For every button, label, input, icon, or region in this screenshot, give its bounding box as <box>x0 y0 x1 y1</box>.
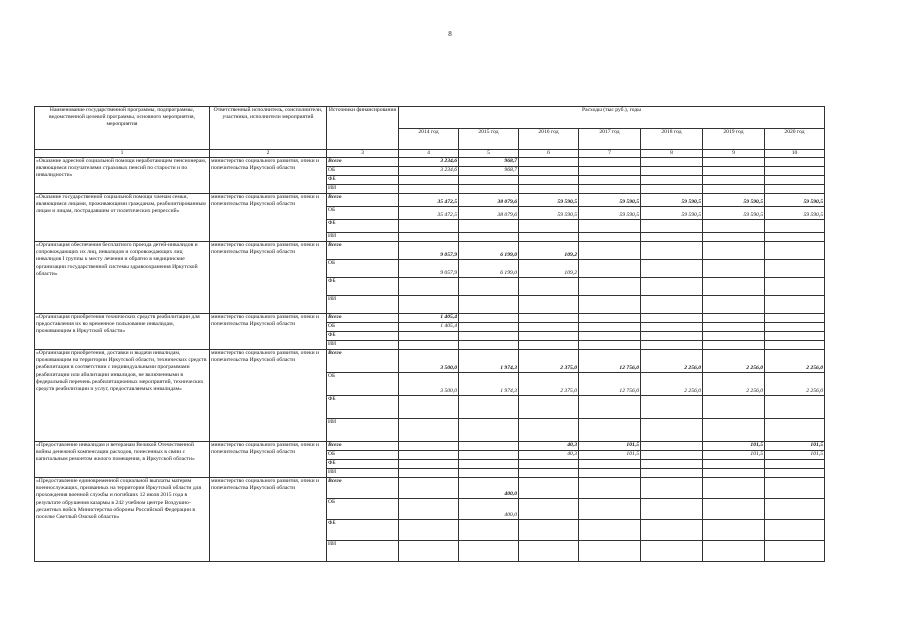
table-row <box>35 242 825 260</box>
expense-cell: 59 590,5 <box>765 207 825 220</box>
funding-source: ОБ <box>327 373 399 396</box>
measure-executor: министерство социального развития, опеки и попечительства Иркутской области <box>210 478 327 562</box>
expense-cell <box>641 541 703 562</box>
expense-cell <box>519 460 579 469</box>
expense-cell <box>519 469 579 478</box>
expense-cell <box>399 176 459 185</box>
expense-cell <box>579 323 641 332</box>
funding-source: Всего <box>327 442 399 451</box>
expense-cell <box>765 278 825 296</box>
table-row <box>35 314 825 323</box>
expense-cell <box>399 233 459 242</box>
expense-cell <box>579 296 641 314</box>
expense-cell <box>641 469 703 478</box>
expense-cell <box>399 332 459 341</box>
expense-cell: 101,5 <box>765 451 825 460</box>
expense-cell <box>519 323 579 332</box>
funding-source: ИИ <box>327 419 399 442</box>
funding-source: ОБ <box>327 260 399 278</box>
measure-executor: министерство социального развития, опеки и попечительства Иркутской области <box>210 314 327 350</box>
expense-cell <box>765 541 825 562</box>
header-name: Наименование государственной программы, подпрограммы, ведомственной целевой программы, основного мероприятия, мероприятия <box>35 107 210 150</box>
expense-cell <box>519 158 579 167</box>
expense-cell <box>641 314 703 323</box>
expense-cell <box>519 499 579 520</box>
funding-source: ОБ <box>327 323 399 332</box>
funding-source: ИИ <box>327 341 399 350</box>
measure-executor: министерство социального развития, опеки и попечительства Иркутской области <box>210 158 327 194</box>
expense-cell <box>579 478 641 499</box>
expense-cell <box>399 341 459 350</box>
expense-cell <box>641 460 703 469</box>
expense-cell <box>641 396 703 419</box>
expense-cell: 400,0 <box>459 499 519 520</box>
expense-cell: 1 974,3 <box>459 350 519 373</box>
expense-cell: 2 256,0 <box>641 350 703 373</box>
expense-cell: 6 199,0 <box>459 242 519 260</box>
expense-cell <box>703 323 765 332</box>
expense-cell: 59 590,5 <box>703 207 765 220</box>
expense-cell <box>399 520 459 541</box>
expense-cell <box>765 242 825 260</box>
measure-executor: министерство социального развития, опеки и попечительства Иркутской области <box>210 242 327 314</box>
expense-cell: 59 590,5 <box>519 207 579 220</box>
expense-cell: 2 375,0 <box>519 373 579 396</box>
expense-cell <box>579 278 641 296</box>
funding-source: Всего <box>327 314 399 323</box>
expense-cell: 59 590,5 <box>579 194 641 207</box>
expense-cell: 2 375,0 <box>519 350 579 373</box>
expense-cell <box>765 520 825 541</box>
expense-cell: 40,3 <box>519 442 579 451</box>
column-index: 3 <box>327 150 399 158</box>
measure-executor: министерство социального развития, опеки и попечительства Иркутской области <box>210 350 327 442</box>
page-number: 8 <box>448 30 452 38</box>
header-year: 2017 год <box>579 129 641 150</box>
expense-cell <box>519 541 579 562</box>
funding-source: ФБ <box>327 220 399 233</box>
expense-cell: 38 079,6 <box>459 194 519 207</box>
expense-cell: 109,2 <box>519 260 579 278</box>
expense-cell <box>459 396 519 419</box>
header-source: Источники финансирования <box>327 107 399 150</box>
measure-name: «Предоставление единовременной социальной выплаты матерям военнослужащих, призванных на территории Иркутской области для прохождения военной службы и погибших 12 июля 2015 года в результате обрушения казармы в 242 учебном центре Воздушно-десантных войск Министерства обороны Российской Федерации в поселке Светлый Омской области» <box>35 478 210 562</box>
expense-cell <box>765 220 825 233</box>
expense-cell <box>703 233 765 242</box>
column-index: 4 <box>399 150 459 158</box>
expense-cell: 59 590,5 <box>579 207 641 220</box>
table-row <box>35 194 825 207</box>
expense-cell <box>459 419 519 442</box>
expense-cell <box>579 520 641 541</box>
expense-cell <box>641 520 703 541</box>
expense-cell <box>399 541 459 562</box>
expense-cell: 3 234,6 <box>399 158 459 167</box>
column-index: 6 <box>519 150 579 158</box>
expense-cell <box>579 158 641 167</box>
expense-cell <box>519 278 579 296</box>
expense-cell <box>579 185 641 194</box>
expense-cell: 9 057,9 <box>399 260 459 278</box>
expense-cell <box>459 469 519 478</box>
expense-cell <box>459 341 519 350</box>
expense-cell <box>765 167 825 176</box>
expense-cell <box>579 233 641 242</box>
expense-cell <box>459 332 519 341</box>
column-index: 1 <box>35 150 210 158</box>
expense-cell: 3 500,0 <box>399 373 459 396</box>
funding-source: Всего <box>327 158 399 167</box>
expense-cell: 2 256,0 <box>641 373 703 396</box>
expense-cell: 12 756,0 <box>579 373 641 396</box>
expense-cell <box>765 332 825 341</box>
expense-cell <box>765 296 825 314</box>
expense-cell: 400,0 <box>459 478 519 499</box>
expense-cell <box>399 499 459 520</box>
expense-cell <box>765 233 825 242</box>
expense-cell: 3 234,6 <box>399 167 459 176</box>
funding-source: ФБ <box>327 520 399 541</box>
header-year: 2019 год <box>703 129 765 150</box>
expense-cell: 59 590,5 <box>765 194 825 207</box>
expense-cell <box>459 185 519 194</box>
expense-cell <box>579 332 641 341</box>
expense-cell: 9 057,9 <box>399 242 459 260</box>
funding-source: ФБ <box>327 460 399 469</box>
expense-cell <box>703 242 765 260</box>
expense-cell <box>399 396 459 419</box>
expense-cell <box>399 451 459 460</box>
expense-cell <box>765 419 825 442</box>
expense-cell <box>399 220 459 233</box>
expense-cell <box>765 185 825 194</box>
header-year: 2015 год <box>459 129 519 150</box>
expense-cell <box>641 242 703 260</box>
measure-name: «Предоставление инвалидам и ветеранам Великой Отечественной войны денежной компенсации расходов, понесенных в связи с капитальным ремонтом жилого помещения, в Иркутской области» <box>35 442 210 478</box>
expense-cell <box>641 158 703 167</box>
header-year: 2020 год <box>765 129 825 150</box>
funding-source: ФБ <box>327 176 399 185</box>
expense-cell <box>399 460 459 469</box>
expense-cell <box>703 460 765 469</box>
funding-source: ФБ <box>327 396 399 419</box>
expense-cell <box>519 314 579 323</box>
funding-source: ОБ <box>327 451 399 460</box>
expense-cell <box>641 499 703 520</box>
table-row <box>35 158 825 167</box>
expense-cell <box>765 314 825 323</box>
column-index: 7 <box>579 150 641 158</box>
expense-cell <box>519 167 579 176</box>
expense-cell <box>519 296 579 314</box>
expense-cell <box>579 341 641 350</box>
expense-cell <box>519 419 579 442</box>
expense-cell <box>399 442 459 451</box>
expense-cell <box>579 242 641 260</box>
expense-cell <box>641 167 703 176</box>
expense-cell <box>765 323 825 332</box>
expense-cell <box>641 478 703 499</box>
expense-cell <box>641 323 703 332</box>
expense-cell <box>765 176 825 185</box>
expense-cell <box>579 176 641 185</box>
measure-name: «Организация приобретения технических средств реабилитации для предоставления их во временное пользование инвалидам, проживающим в Иркутской области» <box>35 314 210 350</box>
expense-cell <box>459 176 519 185</box>
expense-cell: 101,5 <box>765 442 825 451</box>
expense-cell <box>703 296 765 314</box>
expense-cell <box>641 278 703 296</box>
expense-cell <box>703 341 765 350</box>
expense-cell: 2 256,0 <box>765 350 825 373</box>
expense-cell <box>703 220 765 233</box>
expense-cell <box>519 332 579 341</box>
funding-source: ИИ <box>327 296 399 314</box>
expense-cell: 101,5 <box>703 442 765 451</box>
table-row <box>35 442 825 451</box>
expense-cell: 6 199,0 <box>459 260 519 278</box>
funding-source: ИИ <box>327 469 399 478</box>
expense-cell <box>641 442 703 451</box>
table-row <box>35 350 825 373</box>
expense-cell <box>703 332 765 341</box>
expense-cell: 40,3 <box>519 451 579 460</box>
expense-cell <box>641 176 703 185</box>
expense-cell <box>399 185 459 194</box>
funding-source: ФБ <box>327 278 399 296</box>
expense-cell <box>641 185 703 194</box>
expense-cell <box>765 499 825 520</box>
table-row <box>35 478 825 499</box>
expense-cell <box>519 341 579 350</box>
expense-cell: 2 256,0 <box>703 373 765 396</box>
expense-cell: 109,2 <box>519 242 579 260</box>
expense-cell <box>399 469 459 478</box>
expense-cell <box>399 478 459 499</box>
funding-source: ИИ <box>327 233 399 242</box>
funding-source: ОБ <box>327 167 399 176</box>
header-year: 2016 год <box>519 129 579 150</box>
expense-cell <box>459 278 519 296</box>
expense-cell <box>519 185 579 194</box>
expense-cell: 968,7 <box>459 158 519 167</box>
measure-executor: министерство социального развития, опеки и попечительства Иркутской области <box>210 442 327 478</box>
measure-name: «Оказание адресной социальной помощи неработающим пенсионерам, являющимся получателями страховых пенсий по старости и по инвалидности» <box>35 158 210 194</box>
funding-source: Всего <box>327 350 399 373</box>
expense-cell <box>765 341 825 350</box>
expense-cell <box>579 220 641 233</box>
expense-cell <box>765 158 825 167</box>
expense-cell: 101,5 <box>579 442 641 451</box>
funding-source: Всего <box>327 242 399 260</box>
measure-name: «Оказание государственной социальной помощи членам семьи, являющимся лицами, проживающими гражданам, реабилитированным лицам и лицам, пострадавшим от политических репрессий» <box>35 194 210 242</box>
expense-cell <box>519 520 579 541</box>
expense-cell <box>459 451 519 460</box>
expense-cell <box>519 396 579 419</box>
expense-cell <box>641 296 703 314</box>
funding-source: ОБ <box>327 499 399 520</box>
expense-cell: 2 256,0 <box>703 350 765 373</box>
expense-cell <box>579 499 641 520</box>
expenditure-table <box>34 106 825 562</box>
expense-cell <box>641 233 703 242</box>
expense-cell: 101,5 <box>703 451 765 460</box>
expense-cell <box>703 419 765 442</box>
expense-cell <box>519 220 579 233</box>
header-year: 2018 год <box>641 129 703 150</box>
expense-cell <box>459 220 519 233</box>
expense-cell <box>459 314 519 323</box>
expense-cell: 968,7 <box>459 167 519 176</box>
expense-cell <box>765 469 825 478</box>
column-index: 10 <box>765 150 825 158</box>
expense-cell: 59 590,5 <box>641 194 703 207</box>
expense-cell <box>399 419 459 442</box>
header-expenses: Расходы (тыс руб.), годы <box>399 107 825 129</box>
expense-cell <box>459 460 519 469</box>
expense-cell: 1 405,4 <box>399 323 459 332</box>
funding-source: Всего <box>327 478 399 499</box>
expense-cell: 35 472,5 <box>399 207 459 220</box>
expense-cell <box>459 296 519 314</box>
expense-cell <box>579 396 641 419</box>
column-index: 2 <box>210 150 327 158</box>
expense-cell <box>703 278 765 296</box>
expense-cell: 2 256,0 <box>765 373 825 396</box>
measure-executor: министерство социального развития, опеки и попечительства Иркутской области <box>210 194 327 242</box>
expense-cell <box>703 185 765 194</box>
expense-cell <box>703 176 765 185</box>
expense-cell <box>459 233 519 242</box>
expense-cell <box>519 176 579 185</box>
expense-cell <box>459 442 519 451</box>
column-index: 5 <box>459 150 519 158</box>
funding-source: Всего <box>327 194 399 207</box>
expense-cell <box>459 323 519 332</box>
expense-cell <box>579 460 641 469</box>
expense-cell <box>765 260 825 278</box>
column-index: 8 <box>641 150 703 158</box>
expense-cell: 35 472,5 <box>399 194 459 207</box>
expense-cell <box>765 396 825 419</box>
header-year: 2014 год <box>399 129 459 150</box>
expense-cell <box>641 260 703 278</box>
expense-cell <box>703 260 765 278</box>
column-index: 9 <box>703 150 765 158</box>
expense-cell <box>459 520 519 541</box>
expense-cell <box>399 296 459 314</box>
expense-cell <box>703 469 765 478</box>
expense-cell: 1 405,4 <box>399 314 459 323</box>
expense-cell: 3 500,0 <box>399 350 459 373</box>
expense-cell <box>765 478 825 499</box>
funding-source: ИИ <box>327 185 399 194</box>
expense-cell <box>579 314 641 323</box>
expense-cell <box>703 478 765 499</box>
expense-cell <box>579 419 641 442</box>
expense-cell <box>703 158 765 167</box>
expense-cell: 101,5 <box>579 451 641 460</box>
expense-cell <box>579 260 641 278</box>
expense-cell <box>641 332 703 341</box>
funding-source: ИИ <box>327 541 399 562</box>
expense-cell: 59 590,5 <box>641 207 703 220</box>
expense-cell <box>579 541 641 562</box>
expense-cell <box>641 220 703 233</box>
funding-source: ОБ <box>327 207 399 220</box>
expense-cell <box>459 541 519 562</box>
expense-cell <box>703 499 765 520</box>
expense-cell <box>399 278 459 296</box>
expense-cell: 1 974,3 <box>459 373 519 396</box>
expense-cell <box>703 520 765 541</box>
header-executor: Ответственный исполнитель, соисполнители, участники, исполнители мероприятий <box>210 107 327 150</box>
measure-name: «Организация приобретения, доставки и выдачи инвалидам, проживающим на территории Иркутской области, технических средств реабилитации в соответствии с индивидуальными программами реабилитации или абилитации инвалидов, не включенными в федеральный перечень реабилитационных мероприятий, технических средств реабилитации и услуг, предоставляемых инвалидам» <box>35 350 210 442</box>
expense-cell <box>519 233 579 242</box>
measure-name: «Организация обеспечения бесплатного проезда детей-инвалидов и сопровождающих их лиц, инвалидов и сопровождающих лиц инвалидов I группы к месту лечения и обратно в медицинские организации государственной системы здравоохранения Иркутской области» <box>35 242 210 314</box>
expense-cell <box>703 396 765 419</box>
expense-cell <box>703 541 765 562</box>
expense-cell: 38 079,6 <box>459 207 519 220</box>
expense-cell <box>519 478 579 499</box>
expense-cell <box>579 167 641 176</box>
expense-cell <box>579 469 641 478</box>
expense-cell <box>641 341 703 350</box>
expense-cell <box>641 419 703 442</box>
expense-cell: 59 590,5 <box>703 194 765 207</box>
expense-cell <box>703 314 765 323</box>
expense-cell <box>765 460 825 469</box>
expense-cell: 12 756,0 <box>579 350 641 373</box>
expense-cell <box>641 451 703 460</box>
expense-cell: 59 590,5 <box>519 194 579 207</box>
expense-cell <box>703 167 765 176</box>
funding-source: ФБ <box>327 332 399 341</box>
